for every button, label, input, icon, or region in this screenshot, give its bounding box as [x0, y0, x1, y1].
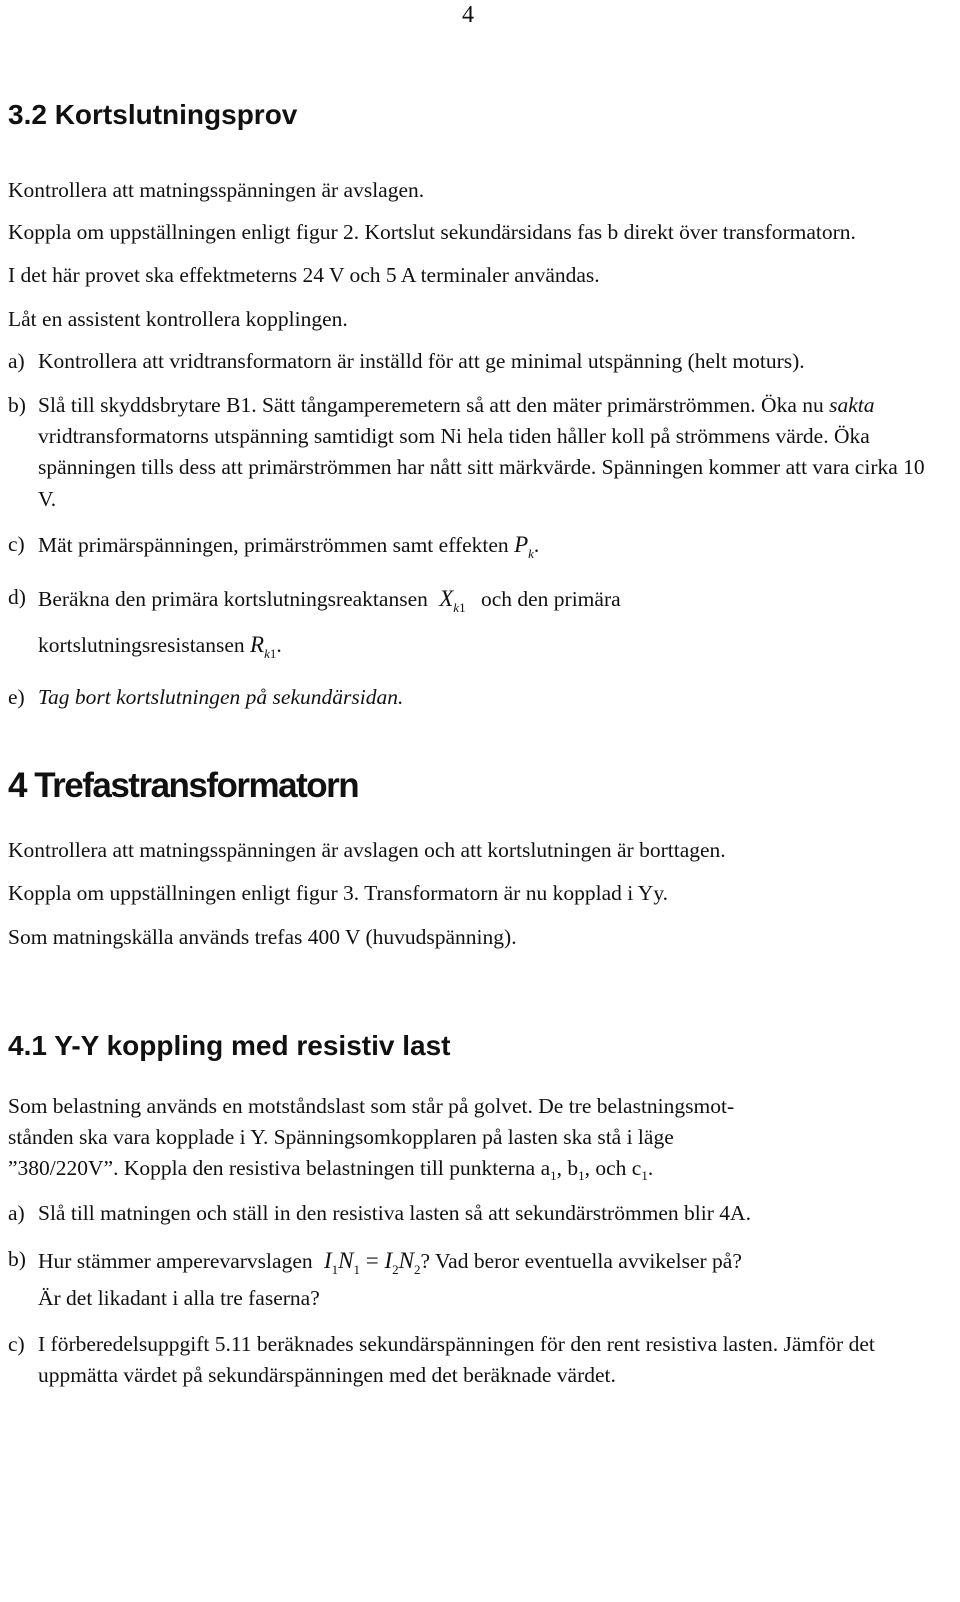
list-text: ? Vad beror eventuella avvikelser på?	[420, 1249, 742, 1274]
text-line: Som belastning används en motståndslast som står på golvet. De tre belastningsmot-	[8, 1093, 735, 1118]
list-text: Slå till matningen och ställ in den resistiva lasten så att sekundärströmmen blir 4A.	[38, 1200, 751, 1225]
paragraph: Kontrollera att matningsspänningen är avslagen och att kortslutningen är borttagen.	[8, 838, 726, 863]
list-text: vridtransformatorns utspänning samtidigt som Ni hela tiden håller koll på strömmens värde. Öka spänningen tills dess att primärströmmen har nått sitt märkvärde. Spänningen kommer att vara cirka 10 V.	[38, 424, 925, 511]
page-number: 4	[462, 2, 474, 28]
list-label: a)	[8, 1200, 25, 1225]
list-item-b	[8, 390, 943, 515]
list-item-a	[8, 346, 918, 377]
paragraph: Koppla om uppställningen enligt figur 2. Kortslut sekundärsidans fas b direkt över transformatorn.	[8, 220, 856, 245]
text-line: stånden ska vara kopplade i Y. Spänningsomkopplaren på lasten ska stå i läge	[8, 1124, 674, 1149]
punctuation: .	[276, 633, 282, 658]
text-line: .	[647, 1156, 654, 1181]
list-label: a)	[8, 348, 25, 373]
list-text: Tag bort kortslutningen på sekundärsidan.	[38, 685, 404, 710]
paragraph	[8, 1091, 943, 1186]
list-text: Kontrollera att vridtransformatorn är inställd för att ge minimal utspänning (helt moturs).	[38, 348, 805, 373]
text-line: , b	[556, 1156, 579, 1181]
symbol-rk1: $R_{k1}$	[250, 632, 277, 662]
list-text: Mät primärspänningen, primärströmmen samt effekten	[38, 532, 509, 557]
list-text: I förberedelsuppgift 5.11 beräknades sekundärspänningen för den rent resistiva lasten. Jämför det uppmätta värdet på sekundärspänningen med det beräknade värdet.	[38, 1332, 875, 1388]
paragraph: Koppla om uppställningen enligt figur 3. Transformatorn är nu kopplad i Yy.	[8, 881, 669, 906]
list-text: Beräkna den primära kortslutningsreaktansen	[38, 587, 428, 612]
paragraph: Som matningskälla används trefas 400 V (huvudspänning).	[8, 924, 517, 949]
paragraph: Kontrollera att matningsspänningen är avslagen.	[8, 178, 425, 202]
equation-ampere-turns: $I_1N_1 = I_2N_2$	[323, 1248, 421, 1278]
symbol-xk1: $X_{k1}$	[439, 586, 466, 616]
list-label: b)	[8, 393, 26, 418]
paragraph: I det här provet ska effektmeterns 24 V och 5 A terminaler användas.	[8, 263, 600, 288]
list-text: Hur stämmer amperevarvslagen	[38, 1249, 313, 1274]
list-item-d	[8, 576, 943, 668]
list-text: kortslutningsresistansen	[38, 633, 245, 658]
list-label: c)	[8, 531, 25, 556]
text-line: , och c	[584, 1156, 642, 1181]
punctuation: .	[533, 532, 540, 557]
paragraph: Låt en assistent kontrollera kopplingen.	[8, 306, 348, 331]
text-line: ”380/220V”. Koppla den resistiva belastningen till punkterna a	[8, 1156, 551, 1181]
list-label: d)	[8, 585, 26, 610]
emphasis-text: sakta	[829, 393, 875, 418]
list-item-c	[8, 528, 943, 564]
list-text: Slå till skyddsbrytare B1. Sätt tångamperemetern så att den mäter primärströmmen. Öka nu	[38, 393, 830, 418]
list-item-c	[8, 1329, 918, 1391]
list-item-a	[8, 1197, 943, 1229]
section-heading-3-2: 3.2 Kortslutningsprov	[8, 99, 298, 130]
subscript: 1	[578, 1168, 585, 1184]
document-body	[8, 94, 943, 1404]
list-label: e)	[8, 685, 25, 710]
section-heading-4: 4 Trefastransformatorn	[8, 765, 359, 805]
symbol-pk: $P_k$	[514, 531, 534, 561]
list-text: Är det likadant i alla tre faserna?	[38, 1285, 320, 1310]
section-heading-4-1: 4.1 Y-Y koppling med resistiv last	[8, 1029, 451, 1061]
list-label: c)	[8, 1332, 25, 1357]
list-text: och den primära	[480, 587, 621, 612]
subscript: 1	[550, 1168, 557, 1184]
list-label: b)	[8, 1247, 26, 1272]
subscript: 1	[641, 1168, 648, 1184]
list-item-e	[8, 681, 943, 713]
list-item-b	[8, 1242, 943, 1316]
